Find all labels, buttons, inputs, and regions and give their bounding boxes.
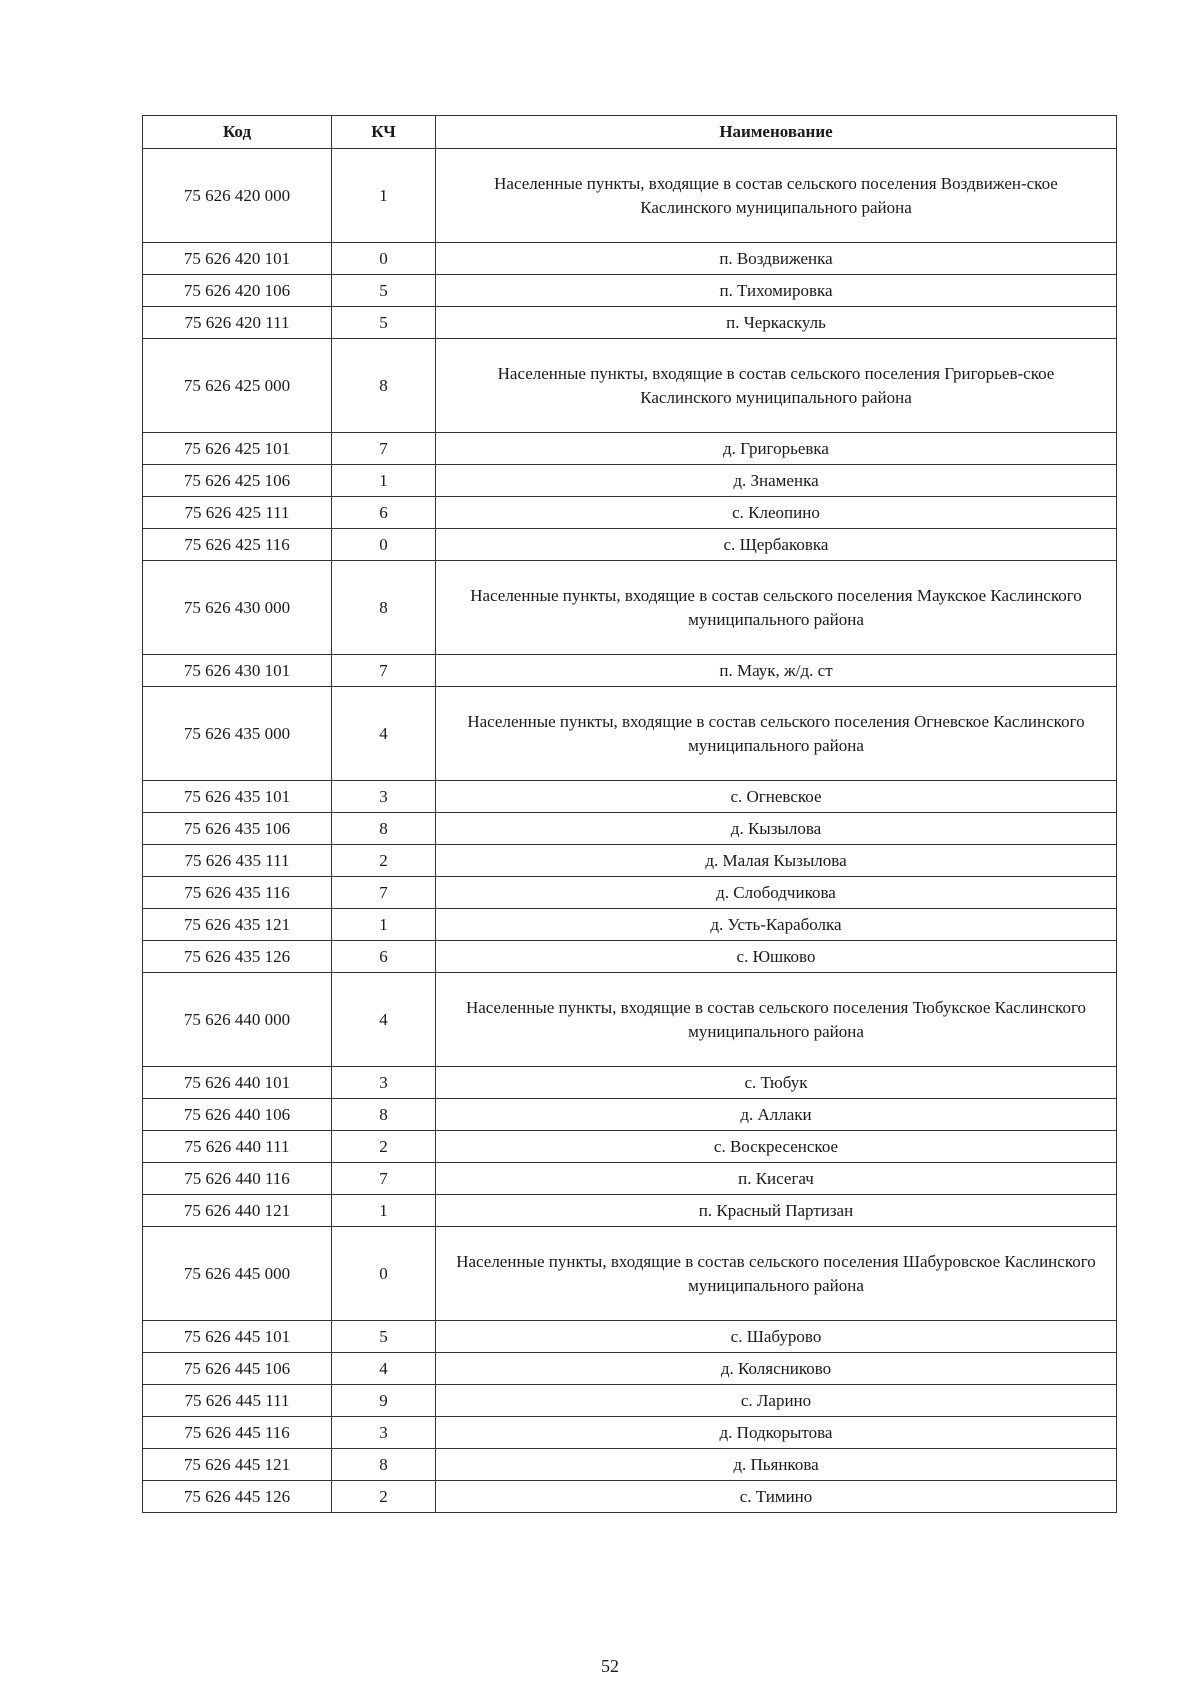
table-row	[143, 433, 1117, 465]
table-row	[143, 275, 1117, 307]
table-row	[143, 781, 1117, 813]
cell-code: 75 626 430 101	[143, 655, 332, 687]
cell-name: п. Воздвиженка	[436, 243, 1117, 275]
cell-code: 75 626 435 111	[143, 845, 332, 877]
table-row	[143, 465, 1117, 497]
table-row	[143, 813, 1117, 845]
cell-kch: 2	[332, 845, 436, 877]
table-row	[143, 529, 1117, 561]
cell-code: 75 626 435 101	[143, 781, 332, 813]
cell-code: 75 626 445 000	[143, 1227, 332, 1321]
cell-code: 75 626 420 000	[143, 149, 332, 243]
cell-kch: 5	[332, 1321, 436, 1353]
cell-code: 75 626 430 000	[143, 561, 332, 655]
cell-kch: 8	[332, 561, 436, 655]
table-row	[143, 1195, 1117, 1227]
cell-name: д. Григорьевка	[436, 433, 1117, 465]
header-code: Код	[143, 116, 332, 149]
cell-code: 75 626 435 121	[143, 909, 332, 941]
cell-code: 75 626 420 111	[143, 307, 332, 339]
table-row	[143, 941, 1117, 973]
cell-kch: 7	[332, 433, 436, 465]
cell-code: 75 626 445 116	[143, 1417, 332, 1449]
table-row	[143, 877, 1117, 909]
table-row	[143, 1481, 1117, 1513]
cell-kch: 5	[332, 275, 436, 307]
cell-name: с. Ларино	[436, 1385, 1117, 1417]
cell-name: Населенные пункты, входящие в состав сельского поселения Маукское Каслинского муниципального района	[436, 561, 1117, 655]
cell-name: д. Кызылова	[436, 813, 1117, 845]
cell-name: с. Тимино	[436, 1481, 1117, 1513]
cell-kch: 8	[332, 813, 436, 845]
table-group-row	[143, 561, 1117, 655]
cell-name: п. Кисегач	[436, 1163, 1117, 1195]
cell-kch: 3	[332, 1067, 436, 1099]
cell-name: п. Черкаскуль	[436, 307, 1117, 339]
cell-name: д. Усть-Караболка	[436, 909, 1117, 941]
cell-code: 75 626 425 111	[143, 497, 332, 529]
table-row	[143, 1067, 1117, 1099]
cell-kch: 1	[332, 465, 436, 497]
cell-code: 75 626 420 106	[143, 275, 332, 307]
cell-kch: 1	[332, 909, 436, 941]
cell-name: п. Тихомировка	[436, 275, 1117, 307]
table-row	[143, 1131, 1117, 1163]
cell-kch: 9	[332, 1385, 436, 1417]
cell-name: п. Маук, ж/д. ст	[436, 655, 1117, 687]
cell-code: 75 626 440 116	[143, 1163, 332, 1195]
table-group-row	[143, 1227, 1117, 1321]
table-row	[143, 1449, 1117, 1481]
table-group-row	[143, 149, 1117, 243]
cell-kch: 7	[332, 1163, 436, 1195]
cell-code: 75 626 435 126	[143, 941, 332, 973]
table-row	[143, 845, 1117, 877]
cell-name: д. Подкорытова	[436, 1417, 1117, 1449]
table-row	[143, 1353, 1117, 1385]
cell-code: 75 626 425 116	[143, 529, 332, 561]
cell-code: 75 626 440 111	[143, 1131, 332, 1163]
cell-kch: 7	[332, 877, 436, 909]
cell-kch: 4	[332, 687, 436, 781]
table-body	[143, 149, 1117, 1513]
cell-name: Населенные пункты, входящие в состав сельского поселения Шабуровское Каслинского муниципального района	[436, 1227, 1117, 1321]
table-row	[143, 497, 1117, 529]
cell-name: Населенные пункты, входящие в состав сельского поселения Воздвижен-ское Каслинского муниципального района	[436, 149, 1117, 243]
cell-code: 75 626 445 106	[143, 1353, 332, 1385]
classifier-table	[142, 115, 1117, 1513]
cell-code: 75 626 440 121	[143, 1195, 332, 1227]
cell-code: 75 626 425 101	[143, 433, 332, 465]
cell-name: д. Колясниково	[436, 1353, 1117, 1385]
table-group-row	[143, 973, 1117, 1067]
cell-name: Населенные пункты, входящие в состав сельского поселения Огневское Каслинского муниципального района	[436, 687, 1117, 781]
cell-kch: 6	[332, 497, 436, 529]
cell-name: Населенные пункты, входящие в состав сельского поселения Григорьев-ское Каслинского муниципального района	[436, 339, 1117, 433]
cell-code: 75 626 435 000	[143, 687, 332, 781]
cell-name: д. Малая Кызылова	[436, 845, 1117, 877]
cell-kch: 5	[332, 307, 436, 339]
cell-code: 75 626 440 101	[143, 1067, 332, 1099]
cell-kch: 3	[332, 781, 436, 813]
cell-kch: 0	[332, 529, 436, 561]
cell-name: д. Пьянкова	[436, 1449, 1117, 1481]
cell-code: 75 626 425 106	[143, 465, 332, 497]
header-name: Наименование	[436, 116, 1117, 149]
table-row	[143, 243, 1117, 275]
cell-name: Населенные пункты, входящие в состав сельского поселения Тюбукское Каслинского муниципального района	[436, 973, 1117, 1067]
cell-kch: 4	[332, 1353, 436, 1385]
table-row	[143, 1163, 1117, 1195]
page-number: 52	[601, 1656, 619, 1676]
cell-kch: 4	[332, 973, 436, 1067]
cell-kch: 1	[332, 149, 436, 243]
cell-name: с. Тюбук	[436, 1067, 1117, 1099]
cell-kch: 0	[332, 243, 436, 275]
cell-name: с. Щербаковка	[436, 529, 1117, 561]
header-kch: КЧ	[332, 116, 436, 149]
cell-kch: 8	[332, 1449, 436, 1481]
cell-code: 75 626 445 111	[143, 1385, 332, 1417]
cell-name: д. Аллаки	[436, 1099, 1117, 1131]
cell-kch: 0	[332, 1227, 436, 1321]
cell-code: 75 626 420 101	[143, 243, 332, 275]
table-row	[143, 1417, 1117, 1449]
cell-kch: 3	[332, 1417, 436, 1449]
cell-code: 75 626 435 116	[143, 877, 332, 909]
table-group-row	[143, 339, 1117, 433]
cell-code: 75 626 445 121	[143, 1449, 332, 1481]
cell-kch: 7	[332, 655, 436, 687]
table-row	[143, 1099, 1117, 1131]
cell-kch: 2	[332, 1131, 436, 1163]
cell-kch: 8	[332, 1099, 436, 1131]
cell-code: 75 626 435 106	[143, 813, 332, 845]
cell-code: 75 626 425 000	[143, 339, 332, 433]
cell-name: д. Слободчикова	[436, 877, 1117, 909]
cell-kch: 6	[332, 941, 436, 973]
cell-name: с. Юшково	[436, 941, 1117, 973]
table-row	[143, 307, 1117, 339]
table-row	[143, 909, 1117, 941]
cell-name: д. Знаменка	[436, 465, 1117, 497]
table-group-row	[143, 687, 1117, 781]
cell-name: с. Воскресенское	[436, 1131, 1117, 1163]
cell-name: с. Клеопино	[436, 497, 1117, 529]
cell-name: с. Огневское	[436, 781, 1117, 813]
cell-kch: 8	[332, 339, 436, 433]
table-row	[143, 1385, 1117, 1417]
table-header-row	[143, 116, 1117, 149]
cell-name: п. Красный Партизан	[436, 1195, 1117, 1227]
cell-kch: 2	[332, 1481, 436, 1513]
cell-code: 75 626 445 101	[143, 1321, 332, 1353]
table-row	[143, 655, 1117, 687]
cell-code: 75 626 440 000	[143, 973, 332, 1067]
cell-kch: 1	[332, 1195, 436, 1227]
cell-name: с. Шабурово	[436, 1321, 1117, 1353]
table-row	[143, 1321, 1117, 1353]
cell-code: 75 626 440 106	[143, 1099, 332, 1131]
cell-code: 75 626 445 126	[143, 1481, 332, 1513]
